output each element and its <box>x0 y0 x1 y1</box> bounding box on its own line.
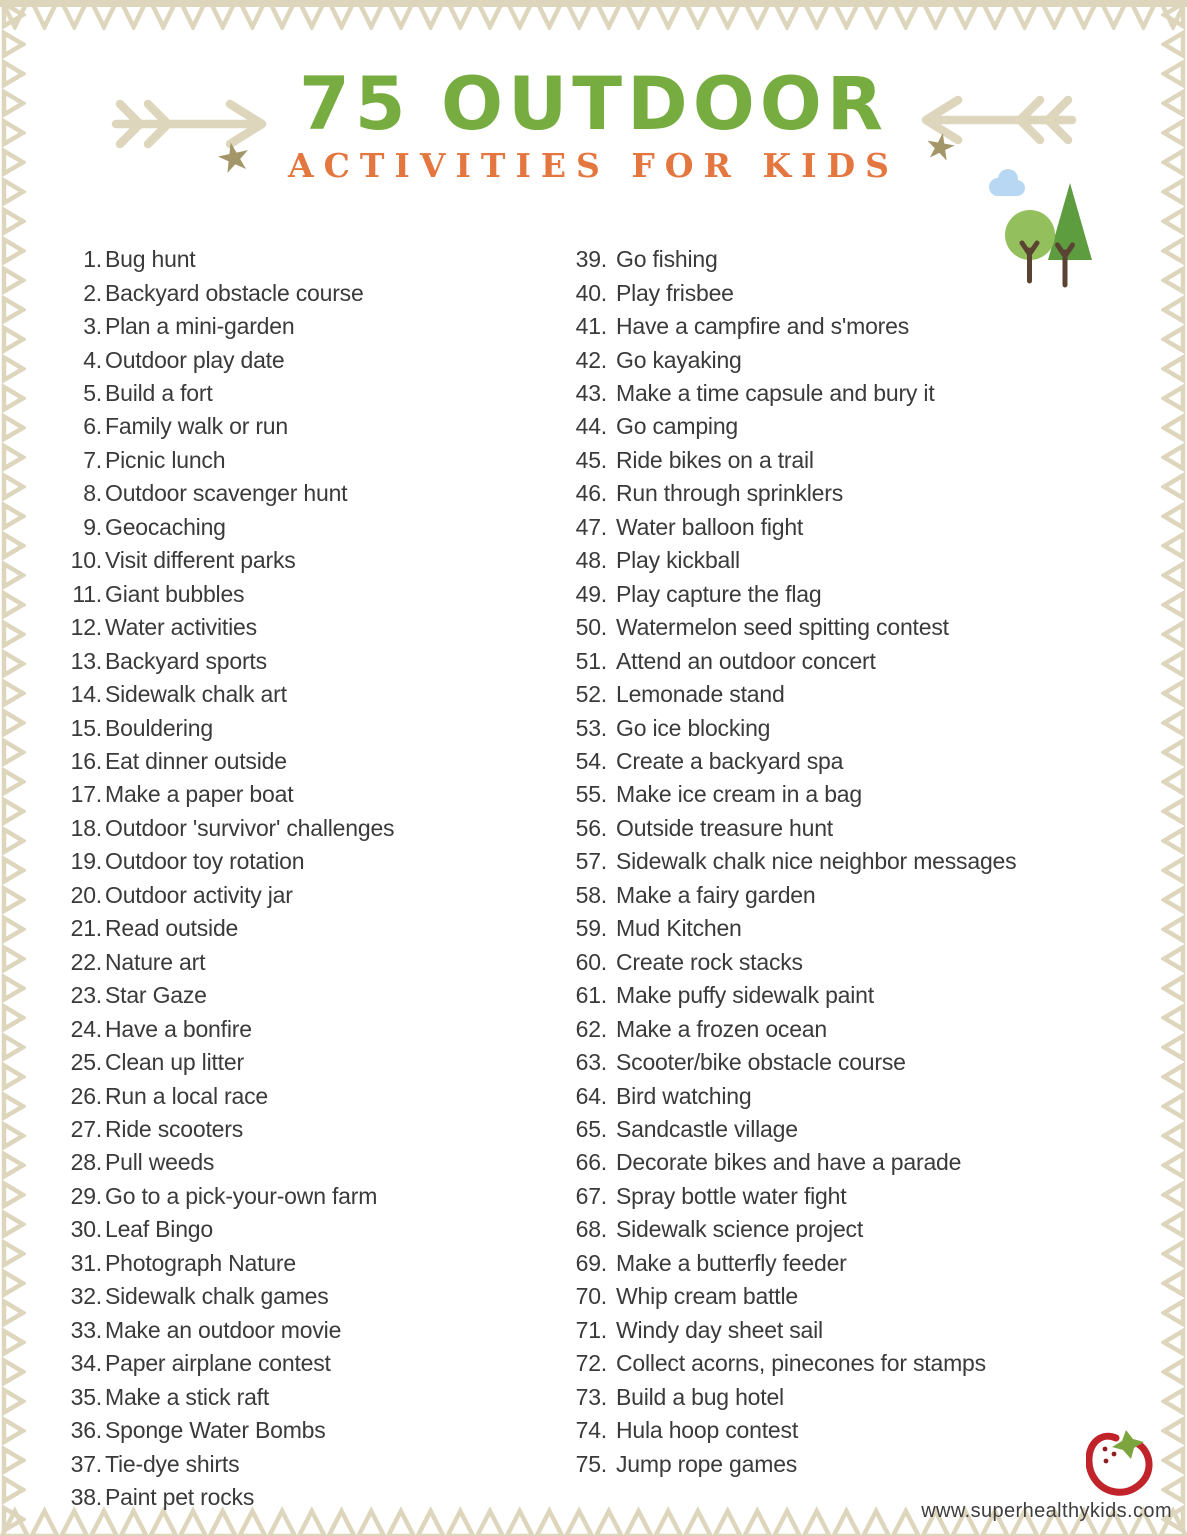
item-number: 51. <box>575 647 607 674</box>
list-item <box>62 678 394 711</box>
item-text: Nature art <box>105 948 206 975</box>
item-text: Visit different parks <box>105 547 296 574</box>
list-item <box>563 1380 1016 1413</box>
list-item <box>62 444 394 477</box>
item-text: Tie-dye shirts <box>105 1450 240 1477</box>
right-border-triangles <box>1161 0 1187 1536</box>
item-number: 48. <box>575 547 607 574</box>
item-text: Geocaching <box>105 513 226 540</box>
list-item <box>563 1447 1016 1480</box>
list-item <box>62 1380 394 1413</box>
list-item <box>62 276 394 309</box>
item-number: 44. <box>575 413 607 440</box>
item-number: 7. <box>83 446 102 473</box>
item-text: Make a paper boat <box>105 781 294 808</box>
activities-column-right <box>563 243 1016 1481</box>
list-item <box>62 1146 394 1179</box>
list-item <box>62 1280 394 1313</box>
item-text: Lemonade stand <box>616 681 785 708</box>
item-text: Go ice blocking <box>616 714 771 741</box>
item-text: Spray bottle water fight <box>616 1182 847 1209</box>
item-number: 46. <box>575 480 607 507</box>
list-item <box>563 444 1016 477</box>
item-text: Watermelon seed spitting contest <box>616 614 949 641</box>
list-item <box>563 845 1016 878</box>
item-text: Play frisbee <box>616 279 734 306</box>
item-text: Sidewalk chalk nice neighbor messages <box>616 848 1017 875</box>
list-item <box>62 511 394 544</box>
item-text: Make a time capsule and bury it <box>616 380 935 407</box>
item-text: Make a fairy garden <box>616 881 816 908</box>
item-number: 38. <box>70 1483 102 1510</box>
list-item <box>563 477 1016 510</box>
item-text: Backyard sports <box>105 647 267 674</box>
item-text: Make a stick raft <box>105 1383 270 1410</box>
strawberry-logo-icon <box>1086 1430 1156 1498</box>
item-number: 16. <box>70 748 102 775</box>
item-text: Paper airplane contest <box>105 1350 331 1377</box>
item-text: Make a frozen ocean <box>616 1015 827 1042</box>
list-item <box>62 1314 394 1347</box>
tree-trunk <box>1058 245 1073 285</box>
tree-trunk <box>1022 243 1037 281</box>
star-icon: ★ <box>920 124 960 171</box>
item-number: 42. <box>575 346 607 373</box>
item-number: 30. <box>70 1216 102 1243</box>
item-number: 67. <box>575 1182 607 1209</box>
list-item <box>62 410 394 443</box>
list-item <box>563 1146 1016 1179</box>
item-text: Play capture the flag <box>616 580 822 607</box>
item-number: 53. <box>575 714 607 741</box>
item-number: 58. <box>575 881 607 908</box>
list-item <box>563 310 1016 343</box>
item-number: 32. <box>70 1283 102 1310</box>
item-number: 60. <box>575 948 607 975</box>
item-text: Go fishing <box>616 246 718 273</box>
list-item <box>563 778 1016 811</box>
list-item <box>62 544 394 577</box>
item-text: Collect acorns, pinecones for stamps <box>616 1350 986 1377</box>
list-item <box>62 1180 394 1213</box>
item-number: 31. <box>70 1249 102 1276</box>
page-subtitle: ACTIVITIES FOR KIDS <box>287 146 900 185</box>
item-text: Run through sprinklers <box>616 480 843 507</box>
item-number: 41. <box>575 313 607 340</box>
item-number: 23. <box>70 982 102 1009</box>
list-item <box>62 778 394 811</box>
item-number: 39. <box>575 246 607 273</box>
item-number: 36. <box>70 1417 102 1444</box>
item-text: Go to a pick-your-own farm <box>105 1182 378 1209</box>
item-number: 14. <box>70 681 102 708</box>
item-text: Go camping <box>616 413 739 440</box>
list-item <box>563 812 1016 845</box>
page-title: 75 OUTDOOR <box>298 62 889 147</box>
item-number: 6. <box>83 413 102 440</box>
item-number: 34. <box>70 1350 102 1377</box>
item-text: Ride scooters <box>105 1116 244 1142</box>
item-number: 3. <box>83 313 102 340</box>
item-text: Sandcastle village <box>616 1116 798 1142</box>
item-text: Go kayaking <box>616 346 742 373</box>
list-item <box>563 544 1016 577</box>
item-number: 61. <box>575 982 607 1009</box>
item-number: 49. <box>575 580 607 607</box>
item-number: 29. <box>70 1182 102 1209</box>
item-text: Build a bug hotel <box>616 1383 784 1410</box>
list-item <box>62 1079 394 1112</box>
item-number: 9. <box>83 513 102 540</box>
item-number: 66. <box>575 1149 607 1176</box>
list-item <box>62 1414 394 1447</box>
item-text: Create rock stacks <box>616 948 803 975</box>
item-number: 11. <box>72 580 102 607</box>
item-text: Water balloon fight <box>616 513 804 540</box>
item-text: Sidewalk science project <box>616 1216 864 1243</box>
list-item <box>563 511 1016 544</box>
item-number: 19. <box>70 848 102 875</box>
item-text: Have a campfire and s'mores <box>616 313 910 340</box>
list-item <box>62 377 394 410</box>
item-text: Attend an outdoor concert <box>616 647 876 674</box>
item-text: Bird watching <box>616 1082 752 1109</box>
item-text: Outdoor play date <box>105 346 285 373</box>
item-text: Picnic lunch <box>105 446 226 473</box>
item-text: Hula hoop contest <box>616 1417 799 1444</box>
list-item <box>563 1414 1016 1447</box>
item-number: 4. <box>83 346 102 373</box>
item-text: Play kickball <box>616 547 740 574</box>
list-item <box>62 745 394 778</box>
list-item <box>563 343 1016 376</box>
item-text: Make an outdoor movie <box>105 1316 342 1343</box>
item-number: 21. <box>70 915 102 942</box>
item-number: 24. <box>70 1015 102 1042</box>
item-text: Plan a mini-garden <box>105 313 295 340</box>
list-item <box>62 611 394 644</box>
list-item <box>62 644 394 677</box>
list-item <box>563 410 1016 443</box>
item-number: 10. <box>70 547 102 574</box>
list-item <box>563 1079 1016 1112</box>
item-text: Backyard obstacle course <box>105 279 364 306</box>
item-number: 72. <box>575 1350 607 1377</box>
list-item <box>563 1046 1016 1079</box>
list-item <box>62 946 394 979</box>
list-item <box>563 243 1016 276</box>
list-item <box>62 477 394 510</box>
list-item <box>563 1347 1016 1380</box>
item-number: 27. <box>70 1116 102 1142</box>
item-text: Pull weeds <box>105 1149 215 1176</box>
item-number: 75. <box>575 1450 607 1477</box>
list-item <box>62 1347 394 1380</box>
item-number: 22. <box>70 948 102 975</box>
item-text: Water activities <box>105 614 257 641</box>
list-item <box>62 1113 394 1146</box>
item-number: 65. <box>575 1116 607 1142</box>
list-item <box>563 678 1016 711</box>
item-text: Giant bubbles <box>105 580 245 607</box>
list-item <box>62 711 394 744</box>
item-number: 1. <box>83 246 102 273</box>
item-number: 62. <box>575 1015 607 1042</box>
item-number: 64. <box>575 1082 607 1109</box>
list-item <box>62 1447 394 1480</box>
list-item <box>563 1113 1016 1146</box>
list-item <box>62 979 394 1012</box>
list-item <box>563 1314 1016 1347</box>
activities-column-left <box>62 243 394 1514</box>
item-text: Have a bonfire <box>105 1015 252 1042</box>
left-border-triangles <box>0 0 26 1536</box>
item-number: 71. <box>575 1316 607 1343</box>
item-number: 20. <box>70 881 102 908</box>
item-text: Whip cream battle <box>616 1283 798 1310</box>
list-item <box>563 745 1016 778</box>
item-number: 25. <box>70 1049 102 1076</box>
item-text: Outdoor 'survivor' challenges <box>105 814 395 841</box>
item-text: Windy day sheet sail <box>616 1316 823 1343</box>
item-text: Read outside <box>105 915 239 942</box>
item-number: 35. <box>70 1383 102 1410</box>
item-number: 8. <box>83 480 102 507</box>
item-number: 50. <box>575 614 607 641</box>
item-text: Outdoor toy rotation <box>105 848 305 875</box>
item-number: 37. <box>70 1450 102 1477</box>
item-number: 12. <box>70 614 102 641</box>
list-item <box>563 377 1016 410</box>
item-text: Star Gaze <box>105 982 207 1009</box>
item-text: Photograph Nature <box>105 1249 296 1276</box>
list-item <box>62 578 394 611</box>
item-text: Bug hunt <box>105 246 196 273</box>
item-number: 45. <box>575 446 607 473</box>
item-number: 40. <box>575 279 607 306</box>
item-number: 56. <box>575 814 607 841</box>
list-item <box>563 1213 1016 1246</box>
item-text: Clean up litter <box>105 1049 244 1076</box>
item-text: Leaf Bingo <box>105 1216 213 1243</box>
list-item <box>62 1046 394 1079</box>
list-item <box>563 276 1016 309</box>
list-item <box>563 879 1016 912</box>
item-number: 68. <box>575 1216 607 1243</box>
item-text: Make ice cream in a bag <box>616 781 862 808</box>
list-item <box>563 644 1016 677</box>
item-text: Paint pet rocks <box>105 1483 255 1510</box>
item-number: 69. <box>575 1249 607 1276</box>
list-item <box>563 1012 1016 1045</box>
item-number: 15. <box>70 714 102 741</box>
list-item <box>563 979 1016 1012</box>
list-item <box>62 812 394 845</box>
list-item <box>62 1213 394 1246</box>
item-number: 33. <box>70 1316 102 1343</box>
item-text: Bouldering <box>105 714 213 741</box>
website-url: www.superhealthykids.com <box>921 1500 1172 1522</box>
item-text: Family walk or run <box>105 413 288 440</box>
item-text: Sidewalk chalk games <box>105 1283 329 1310</box>
list-item <box>563 912 1016 945</box>
item-text: Sidewalk chalk art <box>105 681 287 708</box>
item-text: Outside treasure hunt <box>616 814 833 841</box>
list-item <box>62 243 394 276</box>
item-text: Outdoor scavenger hunt <box>105 480 348 507</box>
item-number: 17. <box>70 781 102 808</box>
item-text: Create a backyard spa <box>616 748 844 775</box>
item-text: Build a fort <box>105 380 213 407</box>
item-number: 52. <box>575 681 607 708</box>
list-item <box>62 879 394 912</box>
item-number: 26. <box>70 1082 102 1109</box>
star-icon: ★ <box>211 131 257 185</box>
item-number: 43. <box>575 380 607 407</box>
item-number: 2. <box>83 279 102 306</box>
list-item <box>62 912 394 945</box>
item-text: Eat dinner outside <box>105 748 287 775</box>
item-number: 13. <box>70 647 102 674</box>
top-border-triangles <box>0 0 1187 30</box>
item-text: Mud Kitchen <box>616 915 742 942</box>
item-number: 70. <box>575 1283 607 1310</box>
item-number: 74. <box>575 1417 607 1444</box>
list-item <box>62 1012 394 1045</box>
item-number: 47. <box>575 513 607 540</box>
list-item <box>563 946 1016 979</box>
list-item <box>62 1247 394 1280</box>
list-item <box>62 310 394 343</box>
item-number: 5. <box>83 380 102 407</box>
item-number: 59. <box>575 915 607 942</box>
item-number: 55. <box>575 781 607 808</box>
item-text: Ride bikes on a trail <box>616 446 814 473</box>
item-text: Decorate bikes and have a parade <box>616 1149 962 1176</box>
list-item <box>563 1180 1016 1213</box>
item-number: 28. <box>70 1149 102 1176</box>
list-item <box>563 578 1016 611</box>
list-item <box>563 611 1016 644</box>
list-item <box>563 1247 1016 1280</box>
item-number: 54. <box>575 748 607 775</box>
list-item <box>62 1481 394 1514</box>
item-text: Scooter/bike obstacle course <box>616 1049 906 1076</box>
item-text: Jump rope games <box>616 1450 798 1477</box>
list-item <box>563 1280 1016 1313</box>
item-text: Outdoor activity jar <box>105 881 293 908</box>
item-number: 73. <box>575 1383 607 1410</box>
item-text: Run a local race <box>105 1082 268 1109</box>
item-text: Sponge Water Bombs <box>105 1417 326 1444</box>
item-number: 63. <box>575 1049 607 1076</box>
item-text: Make puffy sidewalk paint <box>616 982 874 1009</box>
item-text: Make a butterfly feeder <box>616 1249 847 1276</box>
item-number: 57. <box>575 848 607 875</box>
list-item <box>62 845 394 878</box>
list-item <box>563 711 1016 744</box>
item-number: 18. <box>70 814 102 841</box>
list-item <box>62 343 394 376</box>
